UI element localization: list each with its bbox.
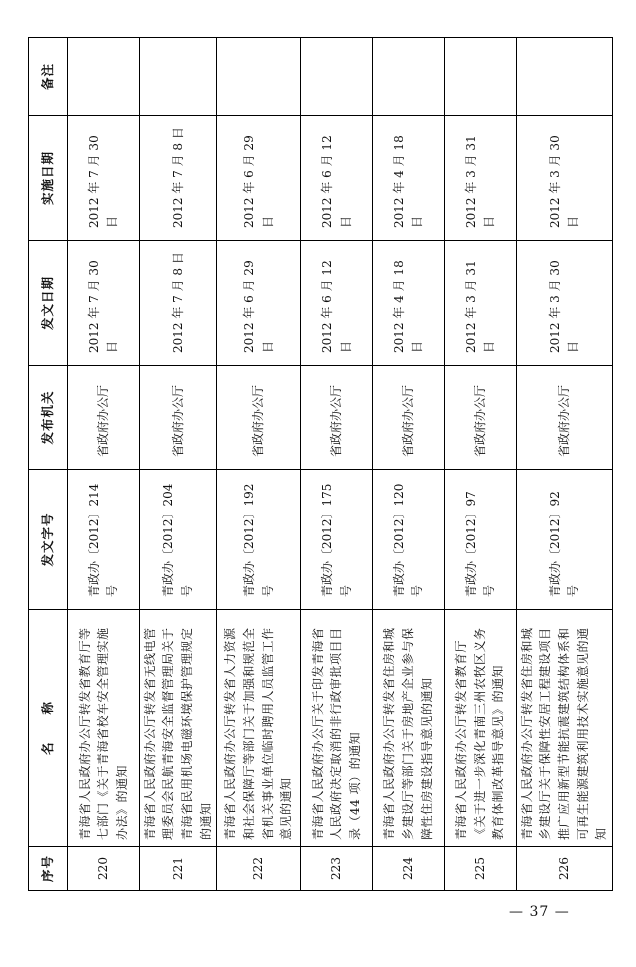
row-impl-date: 2012 年 3 月 31 日 [444, 116, 516, 241]
row-note [516, 38, 612, 116]
row-note [444, 38, 516, 116]
row-doc-number: 青政办〔2012〕120 号 [372, 470, 444, 610]
row-issue-date: 2012 年 7 月 30 日 [68, 241, 140, 366]
row-issue-date: 2012 年 6 月 12 日 [301, 241, 373, 366]
row-name: 青海省人民政府办公厅转发省无线电管理委员会民航青海安全监督管理局关于青海省民用机场电磁环境保护管理规定的通知 [139, 610, 216, 847]
row-name: 青海省人民政府办公厅关于印发青海省人民政府决定取消的非行政审批项目目录（44 项）的通知 [301, 610, 373, 847]
header-impl-date: 实施日期 [29, 116, 68, 241]
row-doc-number: 青政办〔2012〕204 号 [139, 470, 216, 610]
row-name: 青海省人民政府办公厅转发省住房和城乡建设厅关于保障性安居工程建设项目推广应用新型节能抗震建筑结构体系和可再生能源建筑利用技术实施意见的通知 [516, 610, 612, 847]
row-name: 青海省人民政府办公厅转发省教育厅《关于进一步深化青南三州农牧区义务教育体制改革指导意见》的通知 [444, 610, 516, 847]
table-row [372, 38, 444, 891]
row-issuer: 省政府办公厅 [139, 366, 216, 470]
header-doc-no: 发文字号 [29, 470, 68, 610]
row-issue-date: 2012 年 7 月 8 日 [139, 241, 216, 366]
row-impl-date: 2012 年 4 月 18 日 [372, 116, 444, 241]
table-row [516, 38, 612, 891]
header-name: 名 称 [29, 610, 68, 847]
row-number: 222 [217, 847, 301, 891]
row-impl-date: 2012 年 6 月 12 日 [301, 116, 373, 241]
row-issuer: 省政府办公厅 [301, 366, 373, 470]
header-no: 序号 [29, 847, 68, 891]
row-impl-date: 2012 年 7 月 30 日 [68, 116, 140, 241]
row-impl-date: 2012 年 6 月 29 日 [217, 116, 301, 241]
row-issuer: 省政府办公厅 [68, 366, 140, 470]
row-issue-date: 2012 年 3 月 30 日 [516, 241, 612, 366]
row-issue-date: 2012 年 3 月 31 日 [444, 241, 516, 366]
row-number: 221 [139, 847, 216, 891]
page-number: — 37 — [509, 904, 570, 920]
rotated-table-area [28, 38, 613, 891]
row-number: 223 [301, 847, 373, 891]
header-note: 备注 [29, 38, 68, 116]
regulations-table [28, 37, 613, 891]
row-number: 224 [372, 847, 444, 891]
row-number: 226 [516, 847, 612, 891]
row-impl-date: 2012 年 7 月 8 日 [139, 116, 216, 241]
row-doc-number: 青政办〔2012〕175 号 [301, 470, 373, 610]
row-name: 青海省人民政府办公厅转发省教育厅等七部门《关于青海省校车安全管理实施办法》的通知 [68, 610, 140, 847]
row-number: 225 [444, 847, 516, 891]
row-issuer: 省政府办公厅 [444, 366, 516, 470]
row-number: 220 [68, 847, 140, 891]
row-issuer: 省政府办公厅 [516, 366, 612, 470]
row-issue-date: 2012 年 6 月 29 日 [217, 241, 301, 366]
header-issuer: 发布机关 [29, 366, 68, 470]
row-doc-number: 青政办〔2012〕214 号 [68, 470, 140, 610]
table-row [301, 38, 373, 891]
row-name: 青海省人民政府办公厅转发省住房和城乡建设厅等部门关于房地产企业参与保障性住房建设指导意见的通知 [372, 610, 444, 847]
row-doc-number: 青政办〔2012〕92 号 [516, 470, 612, 610]
header-issue-date: 发文日期 [29, 241, 68, 366]
row-issuer: 省政府办公厅 [217, 366, 301, 470]
table-row [139, 38, 216, 891]
row-doc-number: 青政办〔2012〕97 号 [444, 470, 516, 610]
row-note [372, 38, 444, 116]
table-container [28, 38, 613, 891]
table-row [217, 38, 301, 891]
row-issue-date: 2012 年 4 月 18 日 [372, 241, 444, 366]
row-name: 青海省人民政府办公厅转发省人力资源和社会保障厅等部门关于加强和规范全省机关事业单位临时聘用人员监管工作意见的通知 [217, 610, 301, 847]
row-note [68, 38, 140, 116]
row-doc-number: 青政办〔2012〕192 号 [217, 470, 301, 610]
row-note [217, 38, 301, 116]
row-note [301, 38, 373, 116]
row-issuer: 省政府办公厅 [372, 366, 444, 470]
table-header-row [29, 38, 68, 891]
table-row [68, 38, 140, 891]
row-impl-date: 2012 年 3 月 30 日 [516, 116, 612, 241]
row-note [139, 38, 216, 116]
table-row [444, 38, 516, 891]
